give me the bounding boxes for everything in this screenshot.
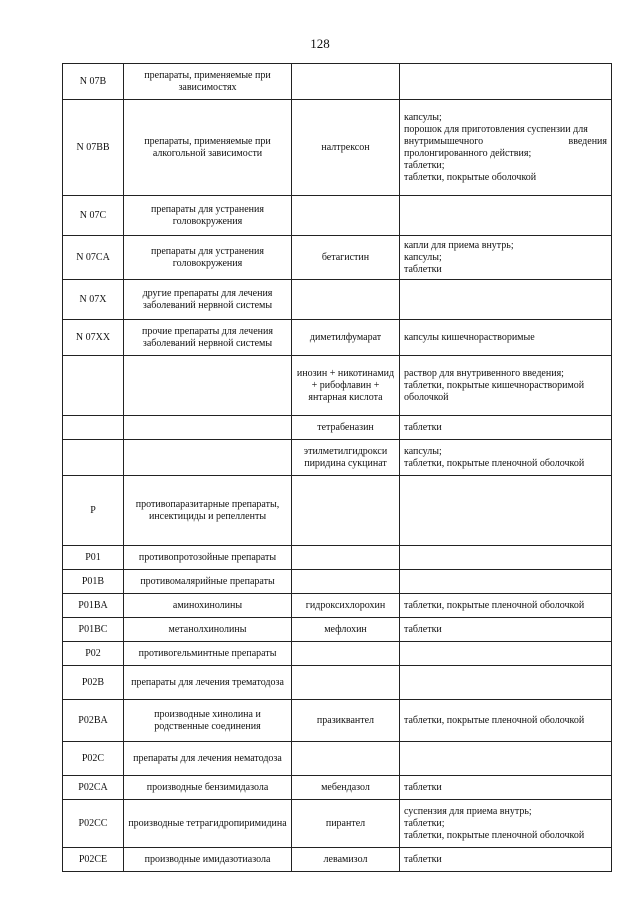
- dosage-form-cell: [400, 666, 612, 700]
- group-name-cell: другие препараты для лечения заболеваний нервной системы: [124, 280, 292, 320]
- table-row: [63, 776, 612, 800]
- table-row: [63, 570, 612, 594]
- group-name-cell: производные хинолина и родственные соединения: [124, 700, 292, 742]
- table-row: [63, 476, 612, 546]
- dosage-form-cell: [400, 356, 612, 416]
- atc-code-cell: N 07C: [63, 196, 124, 236]
- dosage-form-line: раствор для внутривенного введения;: [404, 367, 564, 379]
- atc-code-cell: [63, 416, 124, 440]
- drug-table: [62, 63, 612, 872]
- group-name-cell: препараты для устранения головокружения: [124, 236, 292, 280]
- inn-cell: [292, 546, 400, 570]
- dosage-form-line: таблетки, покрытые оболочкой: [404, 171, 537, 183]
- dosage-form-line: капсулы;: [404, 111, 442, 123]
- atc-code-cell: P: [63, 476, 124, 546]
- inn-cell: [292, 476, 400, 546]
- inn-cell: гидроксихлорохин: [292, 594, 400, 618]
- inn-cell: [292, 642, 400, 666]
- dosage-form-cell: [400, 570, 612, 594]
- group-name-cell: [124, 440, 292, 476]
- group-name-cell: производные бензимидазола: [124, 776, 292, 800]
- table-row: [63, 100, 612, 196]
- atc-code-cell: P02C: [63, 742, 124, 776]
- atc-code-cell: N 07BB: [63, 100, 124, 196]
- atc-code-cell: P01BC: [63, 618, 124, 642]
- drug-table-body: [63, 64, 612, 872]
- atc-code-cell: N 07CA: [63, 236, 124, 280]
- table-row: [63, 700, 612, 742]
- dosage-form-cell: [400, 546, 612, 570]
- dosage-form-cell: [400, 196, 612, 236]
- atc-code-cell: [63, 440, 124, 476]
- inn-cell: инозин + никотинамид + рибофлавин + янтарная кислота: [292, 356, 400, 416]
- inn-cell: бетагистин: [292, 236, 400, 280]
- atc-code-cell: P01BA: [63, 594, 124, 618]
- group-name-cell: препараты, применяемые при алкогольной зависимости: [124, 100, 292, 196]
- table-row: [63, 416, 612, 440]
- group-name-cell: препараты, применяемые при зависимостях: [124, 64, 292, 100]
- dosage-form-line: таблетки: [404, 263, 442, 275]
- table-row: [63, 546, 612, 570]
- group-name-cell: метанолхинолины: [124, 618, 292, 642]
- dosage-form-line: таблетки: [404, 421, 442, 433]
- group-name-cell: противомалярийные препараты: [124, 570, 292, 594]
- dosage-form-line: пролонгированного действия;: [404, 147, 532, 159]
- group-name-cell: противопаразитарные препараты, инсектициды и репелленты: [124, 476, 292, 546]
- inn-cell: налтрексон: [292, 100, 400, 196]
- table-row: [63, 320, 612, 356]
- group-name-cell: противогельминтные препараты: [124, 642, 292, 666]
- inn-cell: [292, 280, 400, 320]
- table-row: [63, 848, 612, 872]
- table-row: [63, 666, 612, 700]
- table-row: [63, 742, 612, 776]
- dosage-form-line: таблетки;: [404, 817, 445, 829]
- dosage-form-cell: [400, 700, 612, 742]
- dosage-form-line: таблетки, покрытые пленочной оболочкой: [404, 599, 585, 611]
- dosage-form-cell: [400, 776, 612, 800]
- dosage-form-line: таблетки: [404, 853, 442, 865]
- atc-code-cell: P02CC: [63, 800, 124, 848]
- table-row: [63, 618, 612, 642]
- group-name-cell: [124, 356, 292, 416]
- table-row: [63, 642, 612, 666]
- group-name-cell: аминохинолины: [124, 594, 292, 618]
- atc-code-cell: P02CE: [63, 848, 124, 872]
- atc-code-cell: P02CA: [63, 776, 124, 800]
- inn-cell: этилметилгидрокси пиридина сукцинат: [292, 440, 400, 476]
- inn-cell: левамизол: [292, 848, 400, 872]
- dosage-form-line: таблетки;: [404, 159, 445, 171]
- atc-code-cell: P02BA: [63, 700, 124, 742]
- dosage-form-cell: [400, 642, 612, 666]
- dosage-form-cell: [400, 416, 612, 440]
- table-row: [63, 800, 612, 848]
- dosage-form-line: таблетки: [404, 781, 442, 793]
- dosage-form-cell: [400, 848, 612, 872]
- group-name-cell: [124, 416, 292, 440]
- table-row: [63, 280, 612, 320]
- dosage-form-line: таблетки: [404, 623, 442, 635]
- table-row: [63, 594, 612, 618]
- dosage-form-cell: [400, 100, 612, 196]
- dosage-form-cell: [400, 618, 612, 642]
- table-row: [63, 64, 612, 100]
- table-row: [63, 196, 612, 236]
- atc-code-cell: N 07X: [63, 280, 124, 320]
- dosage-form-line: капсулы кишечнорастворимые: [404, 331, 535, 343]
- page-number: 128: [310, 36, 330, 51]
- dosage-form-line: капсулы;: [404, 445, 442, 457]
- group-name-cell: производные тетрагидропиримидина: [124, 800, 292, 848]
- inn-cell: [292, 570, 400, 594]
- inn-cell: [292, 196, 400, 236]
- group-name-cell: производные имидазотиазола: [124, 848, 292, 872]
- atc-code-cell: P01: [63, 546, 124, 570]
- dosage-form-cell: [400, 320, 612, 356]
- dosage-form-cell: [400, 64, 612, 100]
- atc-code-cell: [63, 356, 124, 416]
- dosage-form-line: капли для приема внутрь;: [404, 239, 514, 251]
- dosage-form-cell: [400, 440, 612, 476]
- dosage-form-line: таблетки, покрытые кишечнорастворимой: [404, 379, 585, 391]
- dosage-form-cell: [400, 742, 612, 776]
- dosage-form-cell: [400, 476, 612, 546]
- group-name-cell: препараты для лечения трематодоза: [124, 666, 292, 700]
- table-row: [63, 440, 612, 476]
- inn-cell: [292, 666, 400, 700]
- dosage-form-line: суспензия для приема внутрь;: [404, 805, 532, 817]
- inn-cell: диметилфумарат: [292, 320, 400, 356]
- dosage-form-line: таблетки, покрытые пленочной оболочкой: [404, 714, 585, 726]
- dosage-form-line: капсулы;: [404, 251, 442, 263]
- group-name-cell: противопротозойные препараты: [124, 546, 292, 570]
- inn-cell: [292, 64, 400, 100]
- inn-cell: мефлохин: [292, 618, 400, 642]
- dosage-form-line: таблетки, покрытые пленочной оболочкой: [404, 457, 585, 469]
- atc-code-cell: P02B: [63, 666, 124, 700]
- dosage-form-line: оболочкой: [404, 391, 449, 403]
- inn-cell: тетрабеназин: [292, 416, 400, 440]
- inn-cell: мебендазол: [292, 776, 400, 800]
- group-name-cell: прочие препараты для лечения заболеваний нервной системы: [124, 320, 292, 356]
- inn-cell: празиквантел: [292, 700, 400, 742]
- group-name-cell: препараты для устранения головокружения: [124, 196, 292, 236]
- atc-code-cell: N 07B: [63, 64, 124, 100]
- group-name-cell: препараты для лечения нематодоза: [124, 742, 292, 776]
- dosage-form-line: порошок для приготовления суспензии для: [404, 123, 588, 135]
- atc-code-cell: N 07XX: [63, 320, 124, 356]
- table-row: [63, 236, 612, 280]
- table-row: [63, 356, 612, 416]
- atc-code-cell: P01B: [63, 570, 124, 594]
- atc-code-cell: P02: [63, 642, 124, 666]
- dosage-form-cell: [400, 800, 612, 848]
- dosage-form-cell: [400, 594, 612, 618]
- dosage-form-line: внутримышечного введения: [404, 135, 607, 147]
- dosage-form-cell: [400, 280, 612, 320]
- dosage-form-line: таблетки, покрытые пленочной оболочкой: [404, 829, 585, 841]
- inn-cell: [292, 742, 400, 776]
- dosage-form-cell: [400, 236, 612, 280]
- inn-cell: пирантел: [292, 800, 400, 848]
